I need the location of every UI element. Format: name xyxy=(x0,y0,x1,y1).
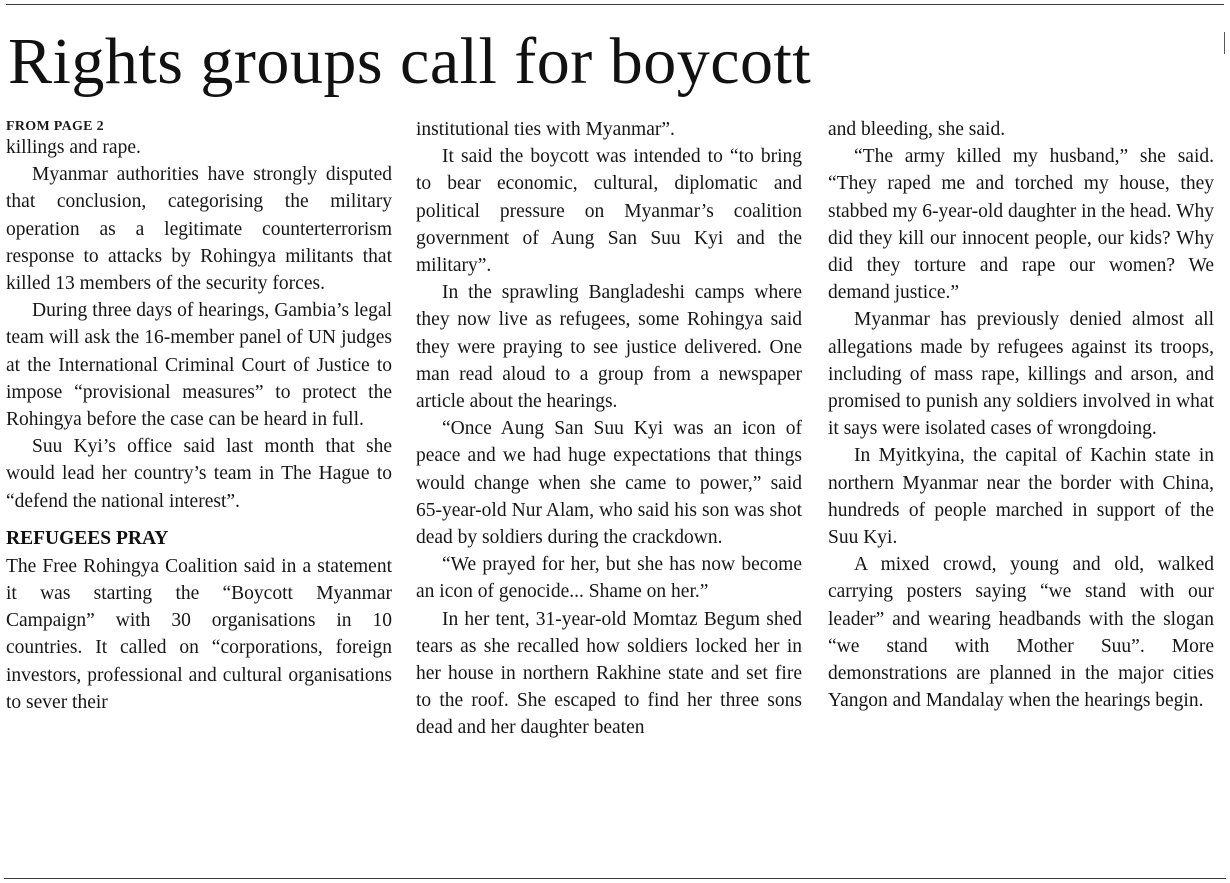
paragraph: During three days of hearings, Gambia’s legal team will ask the 16-member panel of UN judges at the International Criminal Court of Justice to impose “provisional measures” to protect the Rohingya before the case can be heard in full. xyxy=(6,300,392,431)
paragraph: It said the boycott was intended to “to bring to bear economic, cultural, diplomatic and political pressure on Myanmar’s coalition government of Aung San Suu Kyi and the military”. xyxy=(416,146,802,277)
right-edge-mark xyxy=(1224,32,1225,54)
paragraph: Myanmar has previously denied almost all allegations made by refugees against its troops, including of mass rape, killings and arson, and promised to punish any soldiers involved in what it says were isolated cases of wrongdoing. xyxy=(828,309,1214,440)
article-column-1 xyxy=(6,116,392,716)
bottom-rule xyxy=(4,878,1226,879)
paragraph: and bleeding, she said. xyxy=(828,119,1006,140)
paragraph: “The army killed my husband,” she said. “They raped me and torched my house, they stabbed my 6-year-old daughter in the head. Why did they kill our innocent people, our kids? Why did they torture and rape our women? We demand justice.” xyxy=(828,146,1214,304)
paragraph: In Myitkyina, the capital of Kachin state in northern Myanmar near the border with China, hundreds of people marched in support of the Suu Kyi. xyxy=(828,445,1214,549)
continuation-kicker: FROM PAGE 2 xyxy=(6,119,104,134)
paragraph: “We prayed for her, but she has now become an icon of genocide... Shame on her.” xyxy=(416,554,802,603)
paragraph: Suu Kyi’s office said last month that she would lead her country’s team in The Hague to “defend the national interest”. xyxy=(6,436,392,512)
paragraph: The Free Rohingya Coalition said in a statement it was starting the “Boycott Myanmar Campaign” with 30 organisations in 10 countries. It called on “corporations, foreign investors, professional and cultural organisations to sever their xyxy=(6,555,392,713)
paragraph: institutional ties with Myanmar”. xyxy=(416,119,675,140)
paragraph: In her tent, 31-year-old Momtaz Begum shed tears as she recalled how soldiers locked her in her house in northern Rakhine state and set fire to the roof. She escaped to find her three sons dead and her daughter beaten xyxy=(416,608,802,739)
top-rule xyxy=(6,4,1224,5)
paragraph: In the sprawling Bangladeshi camps where they now live as refugees, some Rohingya said they were praying to see justice delivered. One man read aloud to a group from a newspaper article about the hearings. xyxy=(416,282,802,413)
paragraph: killings and rape. xyxy=(6,137,141,158)
headline: Rights groups call for boycott xyxy=(8,25,812,98)
paragraph: “Once Aung San Suu Kyi was an icon of peace and we had huge expectations that things would change when she came to power,” said 65-year-old Nur Alam, who said his son was shot dead by soldiers during the crackdown. xyxy=(416,418,802,549)
paragraph: A mixed crowd, young and old, walked carrying posters saying “we stand with our leader” and wearing headbands with the slogan “we stand with Mother Suu”. More demonstrations are planned in the major cities Yangon and Mandalay when the hearings begin. xyxy=(828,554,1214,712)
section-subhead: REFUGEES PRAY xyxy=(6,527,169,549)
article-column-3 xyxy=(828,116,1214,714)
paragraph: Myanmar authorities have strongly disputed that conclusion, categorising the military operation as a legitimate counterterrorism response to attacks by Rohingya militants that killed 13 members of the security forces. xyxy=(6,164,392,295)
article-column-2 xyxy=(416,116,802,742)
